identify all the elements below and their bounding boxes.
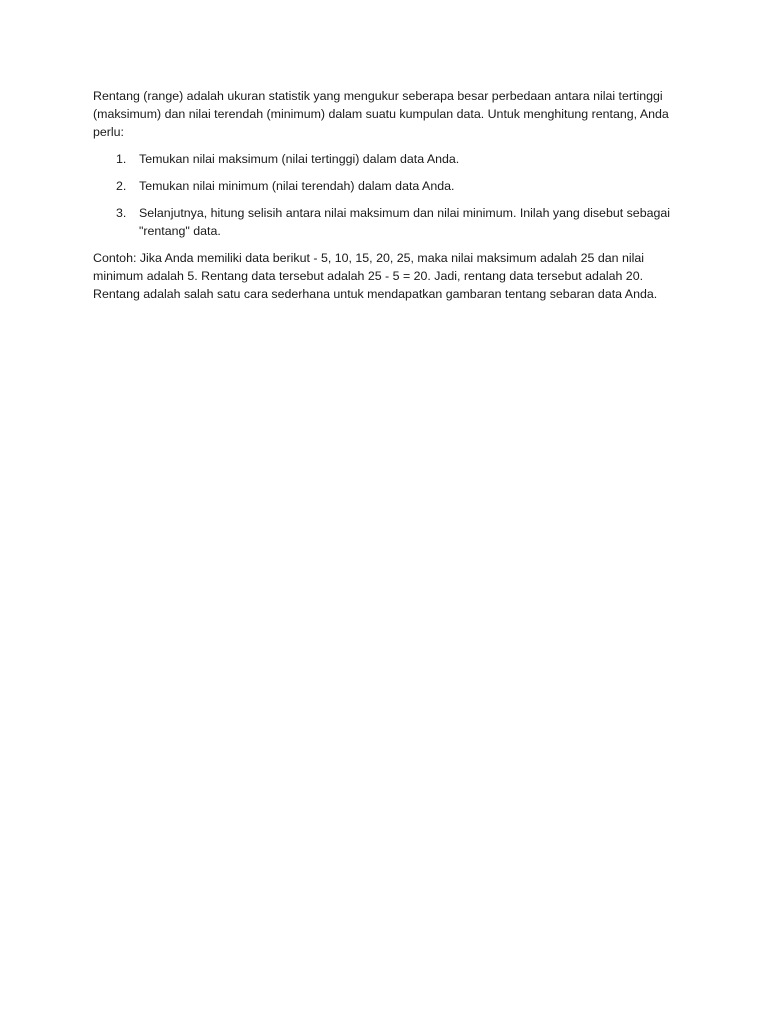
list-item-number: 3. [116, 206, 127, 220]
list-item [93, 204, 678, 240]
list-item-text: Temukan nilai maksimum (nilai tertinggi) dalam data Anda. [139, 152, 460, 166]
list-item-text: Selanjutnya, hitung selisih antara nilai maksimum dan nilai minimum. Inilah yang disebut sebagai "rentang" data. [139, 206, 671, 238]
list-item-number: 2. [116, 179, 127, 193]
intro-paragraph: Rentang (range) adalah ukuran statistik yang mengukur seberapa besar perbedaan antara nilai tertinggi (maksimum) dan nilai terendah (minimum) dalam suatu kumpulan data. Untuk menghitung rentang, Anda perlu: [93, 89, 669, 139]
list-item [93, 177, 678, 195]
list-item-number: 1. [116, 152, 127, 166]
example-paragraph: Contoh: Jika Anda memiliki data berikut - 5, 10, 15, 20, 25, maka nilai maksimum adalah 25 dan nilai minimum adalah 5. Rentang data tersebut adalah 25 - 5 = 20. Jadi, rentang data tersebut adalah 20. Rentang adalah salah satu cara sederhana untuk mendapatkan gambaran tentang sebaran data Anda. [93, 251, 658, 301]
steps-list [93, 150, 678, 240]
document-body [93, 87, 678, 303]
list-item-text: Temukan nilai minimum (nilai terendah) dalam data Anda. [139, 179, 455, 193]
list-item [93, 150, 678, 168]
